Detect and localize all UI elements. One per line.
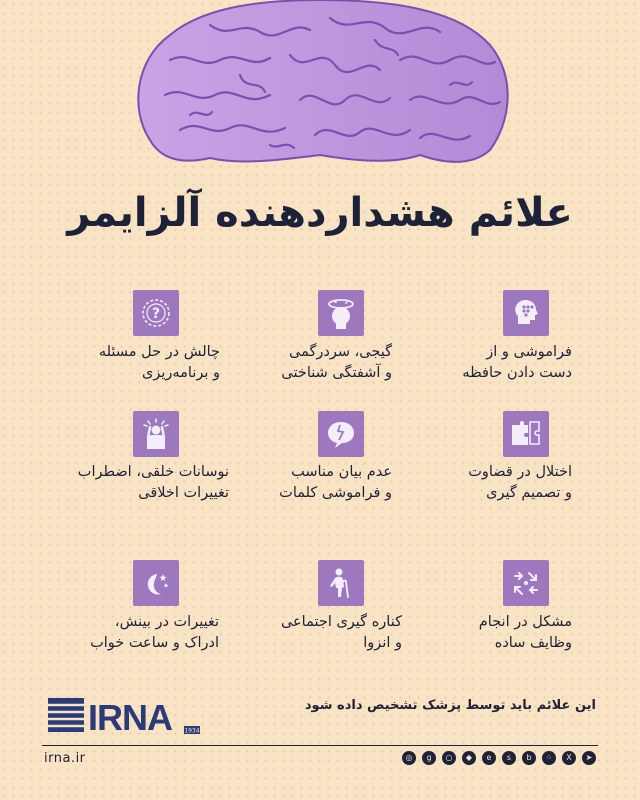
broken-speech-icon [318,411,364,457]
elderly-person-icon [318,560,364,606]
memory-head-icon [503,290,549,336]
grid-icon[interactable]: ⁘ [542,751,556,765]
footer-bar [42,745,598,771]
symptom-label-problem-solving: چالش در حل مسئله و برنامه‌ریزی [98,344,220,381]
bale-icon[interactable]: b [522,751,536,765]
svg-text:IRNA: IRNA [88,697,172,738]
x-icon[interactable]: X [562,751,576,765]
arrows-task-icon [503,560,549,606]
diagnosis-note: این علائم باید توسط پزشک تشخیص داده شود [304,698,596,713]
symptom-label-speech: عدم بیان مناسب و فراموشی کلمات [279,464,392,501]
moon-stars-icon [133,560,179,606]
rubika-icon[interactable]: ◆ [462,751,476,765]
telegram-icon[interactable]: ➤ [582,751,596,765]
symptom-label-memory: فراموشی و از دست دادن حافظه [462,344,572,381]
stressed-person-icon [133,411,179,457]
gap-icon[interactable]: ○ [442,751,456,765]
question-mark-icon [133,290,179,336]
instagram-icon[interactable]: ◎ [402,751,416,765]
eitaa-icon[interactable]: e [482,751,496,765]
puzzle-icon [503,411,549,457]
soroush-icon[interactable]: s [502,751,516,765]
irna-logo [44,692,204,738]
brain-illustration [120,0,520,170]
symptom-label-judgment: اختلال در قضاوت و تصمیم گیری [468,464,572,501]
igap-icon[interactable]: g [422,751,436,765]
svg-text:?: ? [151,306,161,322]
symptom-label-mood: نوسانات خلقی، اضطراب تغییرات اخلاقی [77,464,229,501]
symptom-label-withdrawal: کناره گیری اجتماعی و انزوا [280,614,402,651]
symptom-label-perception: تغییرات در بینش، ادراک و ساعت خواب [90,614,219,651]
svg-text:1934: 1934 [184,727,200,735]
social-icons [402,751,596,765]
symptom-label-tasks: مشکل در انجام وظایف ساده [478,614,572,651]
dizzy-head-icon [318,290,364,336]
page-title: علائم هشداردهنده آلزایمر [67,190,573,236]
site-link[interactable]: irna.ir [44,751,86,766]
symptom-label-confusion: گیجی، سردرگمی و آشفتگی شناختی [281,344,392,381]
